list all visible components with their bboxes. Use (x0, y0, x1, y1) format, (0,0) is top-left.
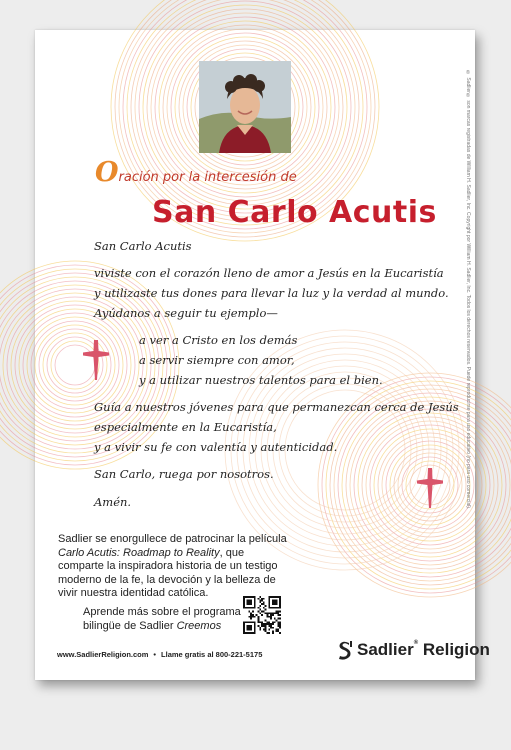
learn-line-1: Aprende más sobre el programa (83, 606, 241, 618)
footer-contact (57, 650, 262, 659)
prayer-line: Amén. (94, 495, 132, 509)
learn-line-2 (83, 620, 241, 634)
prayer-line: Ayúdanos a seguir tu ejemplo— (94, 306, 278, 320)
sadlier-logo (337, 640, 490, 660)
logo-product: Religion (422, 640, 490, 659)
prayer-line: viviste con el corazón lleno de amor a Jesús en la Eucaristía (94, 266, 444, 280)
program-name: Creemos (176, 619, 222, 632)
learn-line-2-pre: bilingüe de Sadlier (83, 619, 177, 632)
learn-more-text (83, 606, 241, 633)
title-rest: ración por la intercesión de (118, 170, 297, 185)
prayer-line: Guía a nuestros jóvenes para que permanezcan cerca de Jesús (94, 400, 459, 414)
prayer-line: especialmente en la Eucaristía, (94, 420, 277, 434)
portrait-photo (199, 61, 291, 153)
phone-number: Llame gratis al 800-221-5175 (161, 650, 263, 659)
copyright-note: ® Sadlier® son marcas registradas de William H. Sadlier, Inc. Copyright por William H. Sadlier, Inc. Todos los derechos reservados. Puede reproducirse para uso educativo (no para uso comercial). (465, 70, 471, 510)
cross-icon (83, 340, 109, 380)
prayer-card (35, 30, 490, 680)
footer-separator: • (153, 650, 157, 659)
prayer-line: a ver a Cristo en los demás (139, 333, 298, 347)
logo-brand: Sadlier (357, 640, 414, 659)
logo-reg: ® (413, 640, 419, 646)
prayer-line: y a vivir su fe con valentía y autenticidad. (94, 440, 338, 454)
promo-post: , que comparte la inspiradora historia de un testigo moderno de la fe, la devoción y la belleza de vivir nuestra identidad católica. (58, 546, 278, 599)
promo-pre: Sadlier se enorgullece de patrocinar la película (58, 533, 287, 545)
website-link[interactable]: www.SadlierReligion.com (57, 650, 149, 659)
prayer-line: y utilizaste tus dones para llevar la luz y la verdad al mundo. (94, 286, 449, 300)
sadlier-logo-icon (337, 640, 353, 660)
qr-code-icon[interactable] (243, 596, 281, 634)
prayer-line: y a utilizar nuestros talentos para el bien. (139, 373, 383, 387)
logo-wordmark (357, 640, 490, 660)
title-initial: O (95, 157, 119, 188)
prayer-line: San Carlo, ruega por nosotros. (94, 467, 274, 481)
cross-icon (417, 468, 443, 508)
title-prefix (95, 157, 297, 188)
promo-text (58, 533, 288, 601)
prayer-line: San Carlo Acutis (94, 239, 192, 253)
prayer-line: a servir siempre con amor, (139, 353, 295, 367)
page-title: San Carlo Acutis (152, 195, 437, 230)
film-title: Carlo Acutis: Roadmap to Reality (58, 546, 220, 559)
